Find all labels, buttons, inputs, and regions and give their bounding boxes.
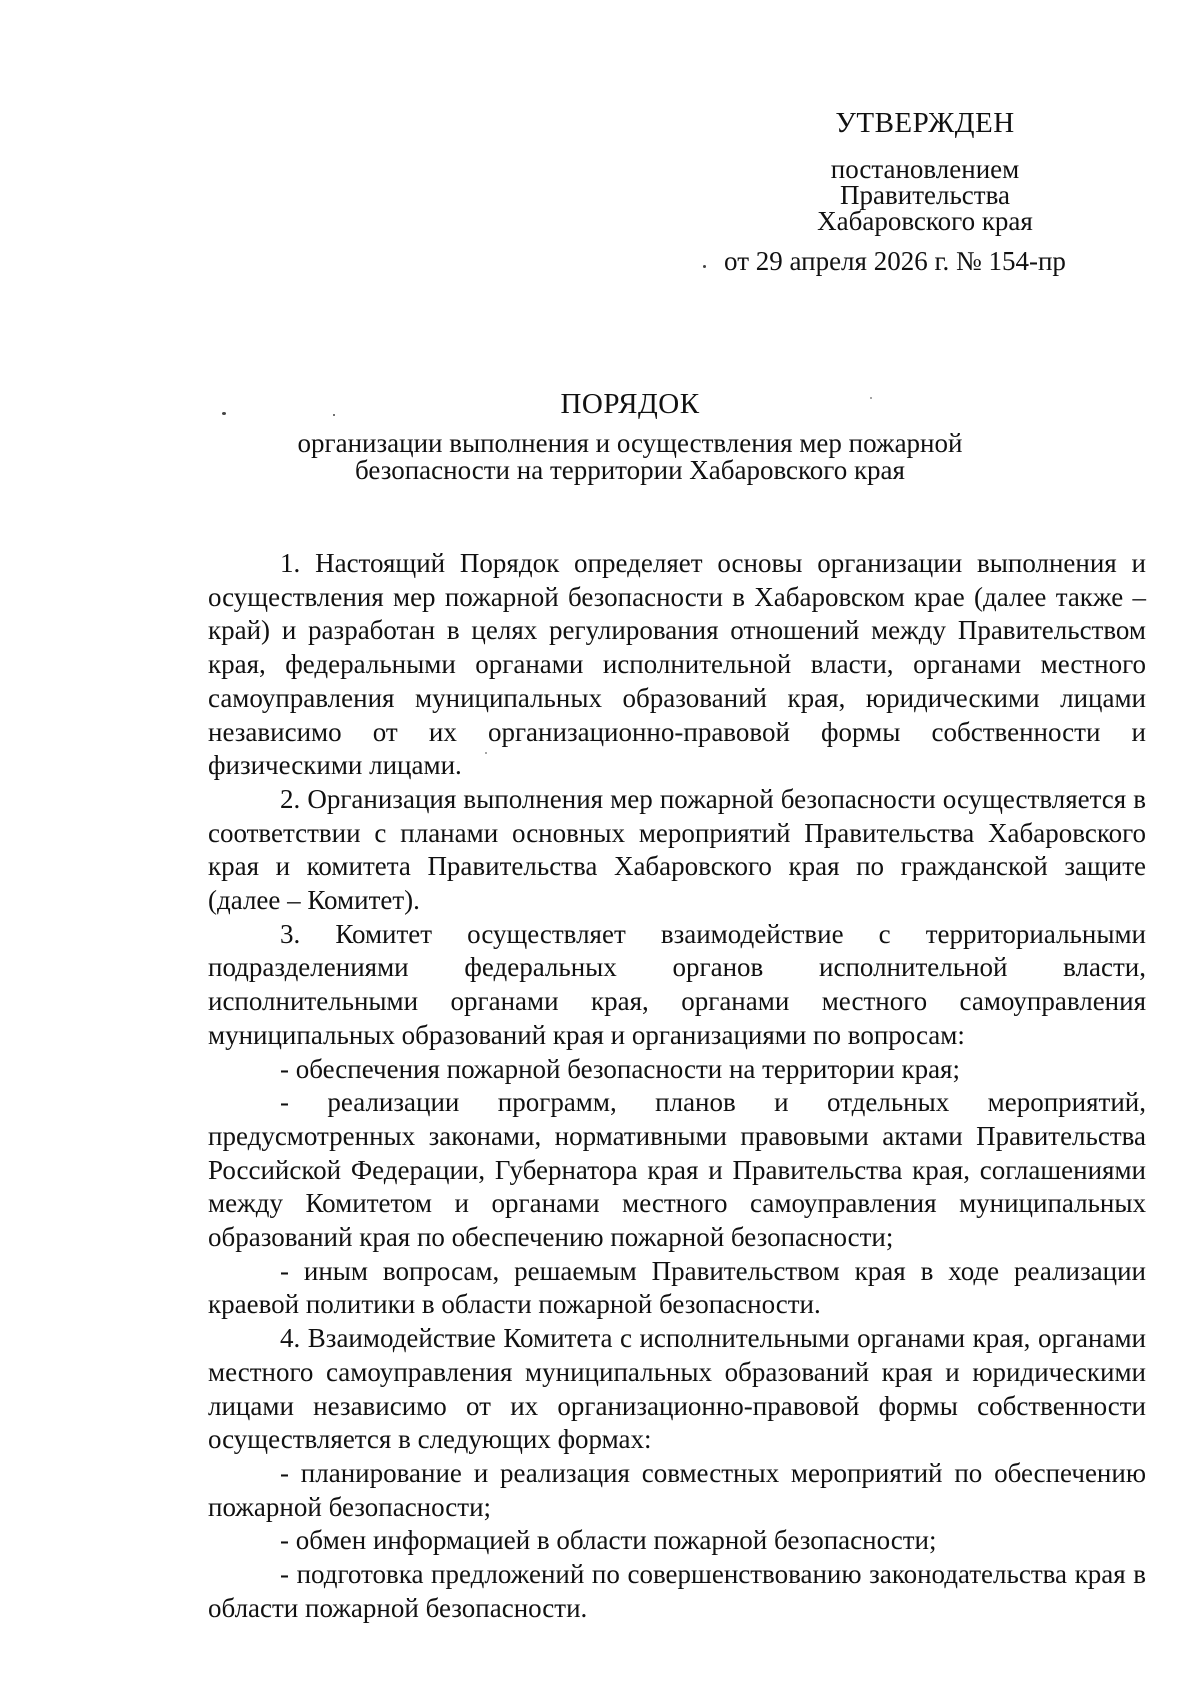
- list-item: - обеспечения пожарной безопасности на территории края;: [280, 1053, 960, 1084]
- document-body: [208, 547, 1146, 1626]
- paragraph-4: 4. Взаимодействие Комитета с исполнительными органами края, органами местного самоуправления муниципальных образований края и юридическими лицами независимо от их организационно-правовой формы собственности осуществляется в следующих формах:: [208, 1323, 1146, 1455]
- document-title: ПОРЯДОК: [560, 388, 700, 420]
- list-item: - подготовка предложений по совершенствованию законодательства края в области пожарной безопасности.: [208, 1559, 1146, 1623]
- paragraph-1: 1. Настоящий Порядок определяет основы организации выполнения и осуществления мер пожарной безопасности в Хабаровском крае (далее также – край) и разработан в целях регулирования отношений между Правительством края, федеральными органами исполнительной власти, органами местного самоуправления муниципальных образований края, юридическими лицами независимо от их организационно-правовой формы собственности и физическими лицами.: [208, 548, 1146, 781]
- scan-speck: [333, 414, 335, 416]
- scan-speck: [222, 412, 226, 415]
- paragraph-2: 2. Организация выполнения мер пожарной безопасности осуществляется в соответствии с планами основных мероприятий Правительства Хабаровского края и комитета Правительства Хабаровского края по гражданской защите (далее – Комитет).: [208, 783, 1146, 916]
- approval-heading: УТВЕРЖДЕН: [835, 107, 1015, 139]
- approval-line-region: Хабаровского края: [817, 206, 1033, 236]
- list-item: - планирование и реализация совместных мероприятий по обеспечению пожарной безопасности;: [208, 1457, 1146, 1522]
- paragraph-3: 3. Комитет осуществляет взаимодействие с территориальными подразделениями федеральных органов исполнительной власти, исполнительными органами края, органами местного самоуправления муниципальных образований края и организациями по вопросам:: [208, 918, 1146, 1050]
- subtitle-line-1: организации выполнения и осуществления мер пожарной: [297, 428, 963, 458]
- list-item: - реализации программ, планов и отдельных мероприятий, предусмотренных законами, нормативными правовыми актами Правительства Российской Федерации, Губернатора края и Правительства края, соглашениями между Комитетом и органами местного самоуправления муниципальных образований края по обеспечению пожарной безопасности;: [208, 1087, 1146, 1253]
- scan-speck: [485, 752, 487, 754]
- list-item: - иным вопросам, решаемым Правительством края в ходе реализации краевой политики в области пожарной безопасности.: [208, 1255, 1146, 1320]
- approval-line-date-number: от 29 апреля 2026 г. № 154-пр: [724, 246, 1066, 276]
- approval-line-government: Правительства: [840, 180, 1010, 210]
- list-item: - обмен информацией в области пожарной безопасности;: [280, 1525, 937, 1556]
- subtitle-line-2: безопасности на территории Хабаровского края: [355, 455, 905, 485]
- document-subtitle: [240, 430, 1020, 484]
- scan-speck: [703, 265, 706, 268]
- approval-line-resolution: постановлением: [830, 154, 1020, 184]
- scan-speck: [870, 397, 872, 399]
